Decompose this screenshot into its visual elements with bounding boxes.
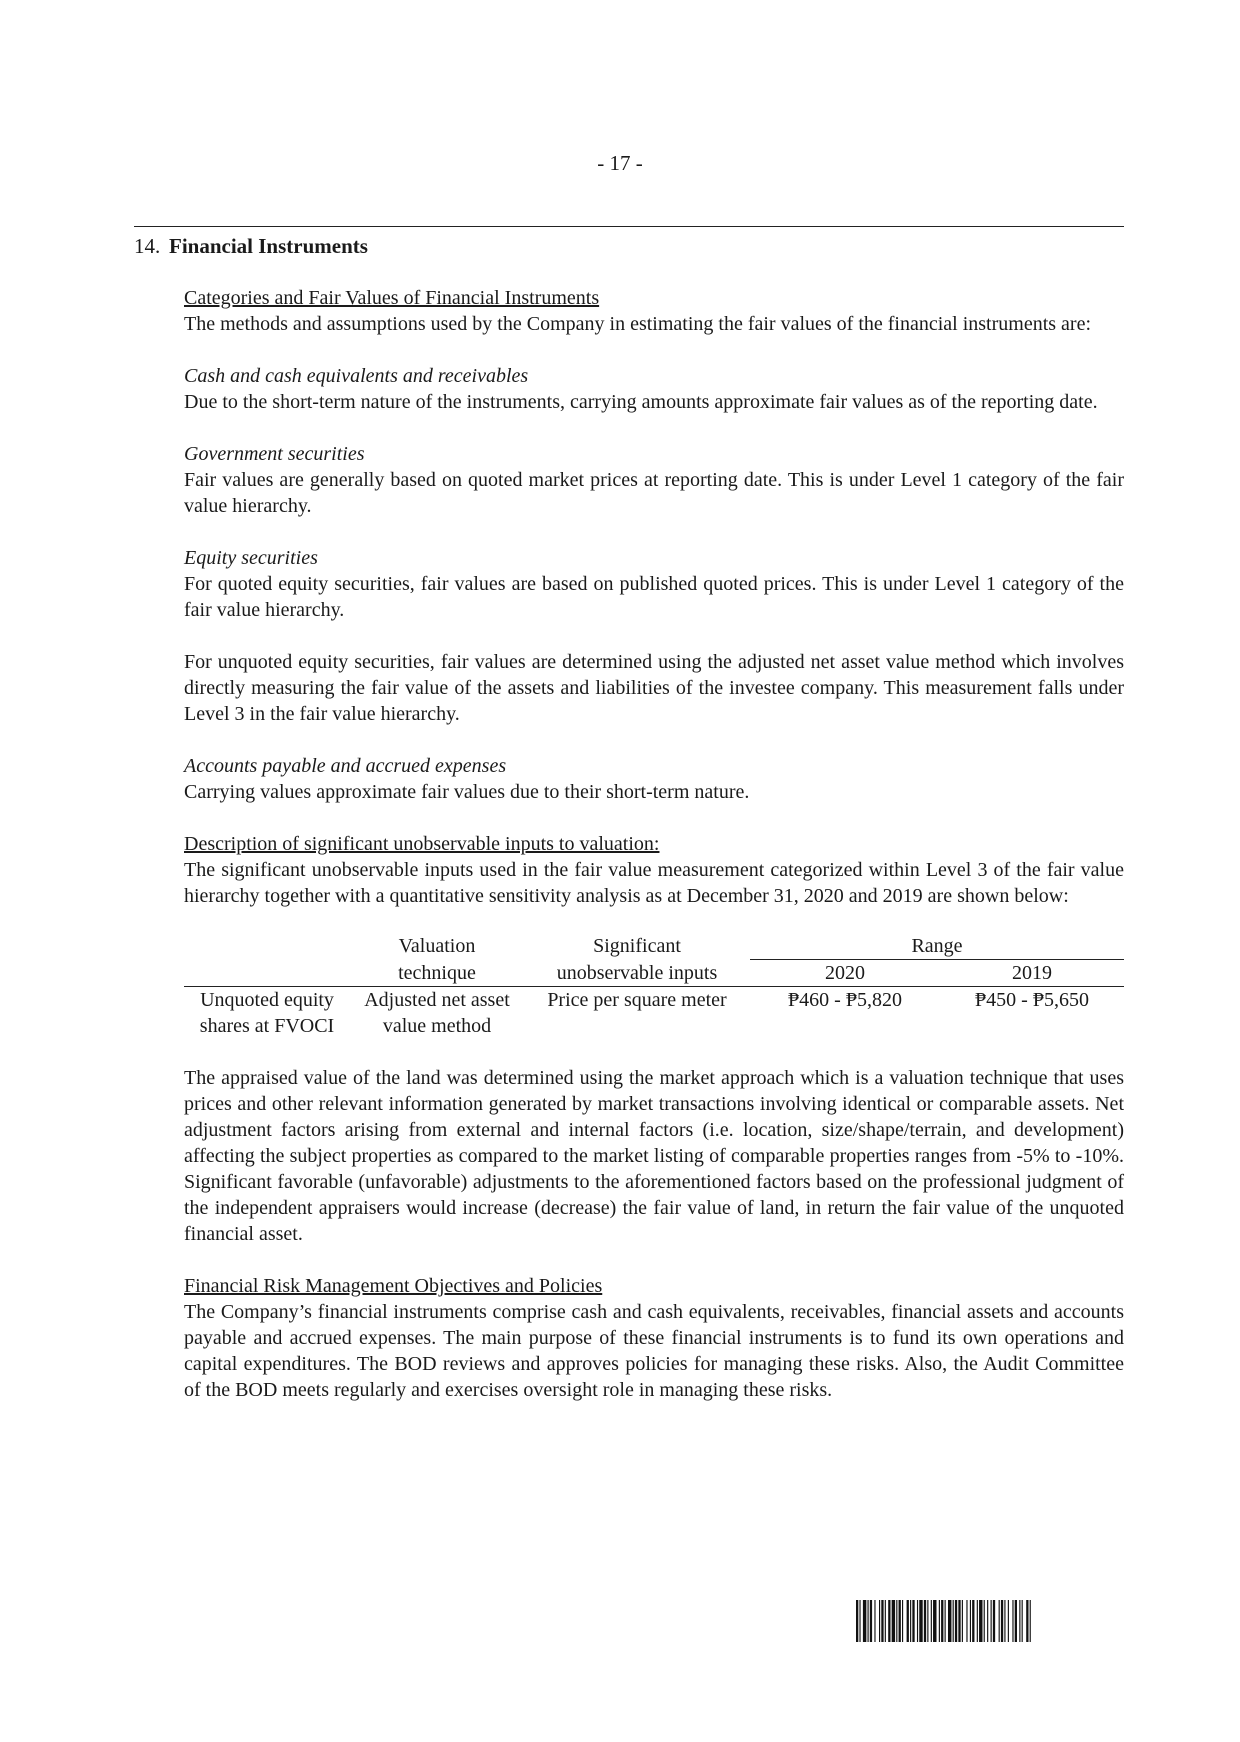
equity-heading: Equity securities [184,547,318,569]
header-range: Range [750,933,1124,960]
header-year-2020: 2020 [750,960,940,987]
appraisal-text: The appraised value of the land was determined using the market approach which is a valuation technique that uses prices and other relevant information generated by market transactions involving identical or comparable assets. Net adjustment factors arising from external and internal factors (i.e. location, size/shape/terrain, and development) affecting the subject properties as compared to the market listing of comparable properties ranges from -5% to -10%. Significant favorable (unfavorable) adjustments to the aforementioned factors based on the professional judgment of the independent appraisers would increase (decrease) the fair value of land, in return the fair value of the unquoted financial asset. [184,1067,1124,1245]
section-title: Financial Instruments [169,234,368,258]
government-text: Fair values are generally based on quoted market prices at reporting date. This is under Level 1 category of the fair value hierarchy. [184,469,1124,517]
row-technique [350,987,524,1040]
unobservable-heading: Description of significant unobservable inputs to valuation: [184,833,660,855]
payables-text: Carrying values approximate fair values due to their short-term nature. [184,781,750,803]
header-input-2: unobservable inputs [524,960,750,987]
risk-heading: Financial Risk Management Objectives and Policies [184,1275,603,1297]
table-header-row-1 [184,933,1124,960]
unobservable-inputs-table [184,933,1124,1039]
section-number: 14. [134,234,161,258]
row-label [184,987,350,1040]
row-range-2019: ₱450 - ₱5,650 [975,989,1089,1011]
government-heading: Government securities [184,443,365,465]
row-label-line-1: Unquoted equity [200,989,334,1011]
row-technique-line-1: Adjusted net asset [364,989,510,1011]
table-row [184,987,1124,1040]
row-label-line-2: shares at FVOCI [199,1015,335,1037]
payables-heading: Accounts payable and accrued expenses [184,755,507,777]
header-technique-1: Valuation [398,935,476,957]
categories-intro: The methods and assumptions used by the Company in estimating the fair values of the financial instruments are: [184,313,1092,335]
barcode-icon [856,1600,1124,1642]
header-input-1: Significant [593,935,681,957]
table-header-row-2 [184,960,1124,987]
cash-text: Due to the short-term nature of the instruments, carrying amounts approximate fair values as of the reporting date. [184,391,1098,413]
risk-text: The Company’s financial instruments comprise cash and cash equivalents, receivables, financial assets and accounts payable and accrued expenses. The main purpose of these financial instruments is to fund its own operations and capital expenditures. The BOD reviews and approves policies for managing these risks. Also, the Audit Committee of the BOD meets regularly and exercises oversight role in managing these risks. [184,1301,1124,1401]
unobservable-text: The significant unobservable inputs used in the fair value measurement categorized within Level 3 of the fair value hierarchy together with a quantitative sensitivity analysis as at December 31, 2020 and 2019 are shown below: [184,859,1124,907]
section-heading [134,233,368,259]
categories-heading: Categories and Fair Values of Financial Instruments [184,287,600,309]
page-number: - 17 - [597,151,643,175]
header-technique-2: technique [350,960,524,987]
row-range-2020: ₱460 - ₱5,820 [788,989,902,1011]
cash-heading: Cash and cash equivalents and receivables [184,365,529,387]
equity-text-unquoted: For unquoted equity securities, fair values are determined using the adjusted net asset value method which involves directly measuring the fair value of the assets and liabilities of the investee company. This measurement falls under Level 3 in the fair value hierarchy. [184,651,1124,725]
equity-text-quoted: For quoted equity securities, fair values are based on published quoted prices. This is under Level 1 category of the fair value hierarchy. [184,573,1124,621]
row-technique-line-2: value method [382,1015,492,1037]
section-body [184,285,1124,1403]
row-input: Price per square meter [547,989,727,1011]
header-rule [134,226,1124,227]
header-year-2019: 2019 [940,960,1124,987]
